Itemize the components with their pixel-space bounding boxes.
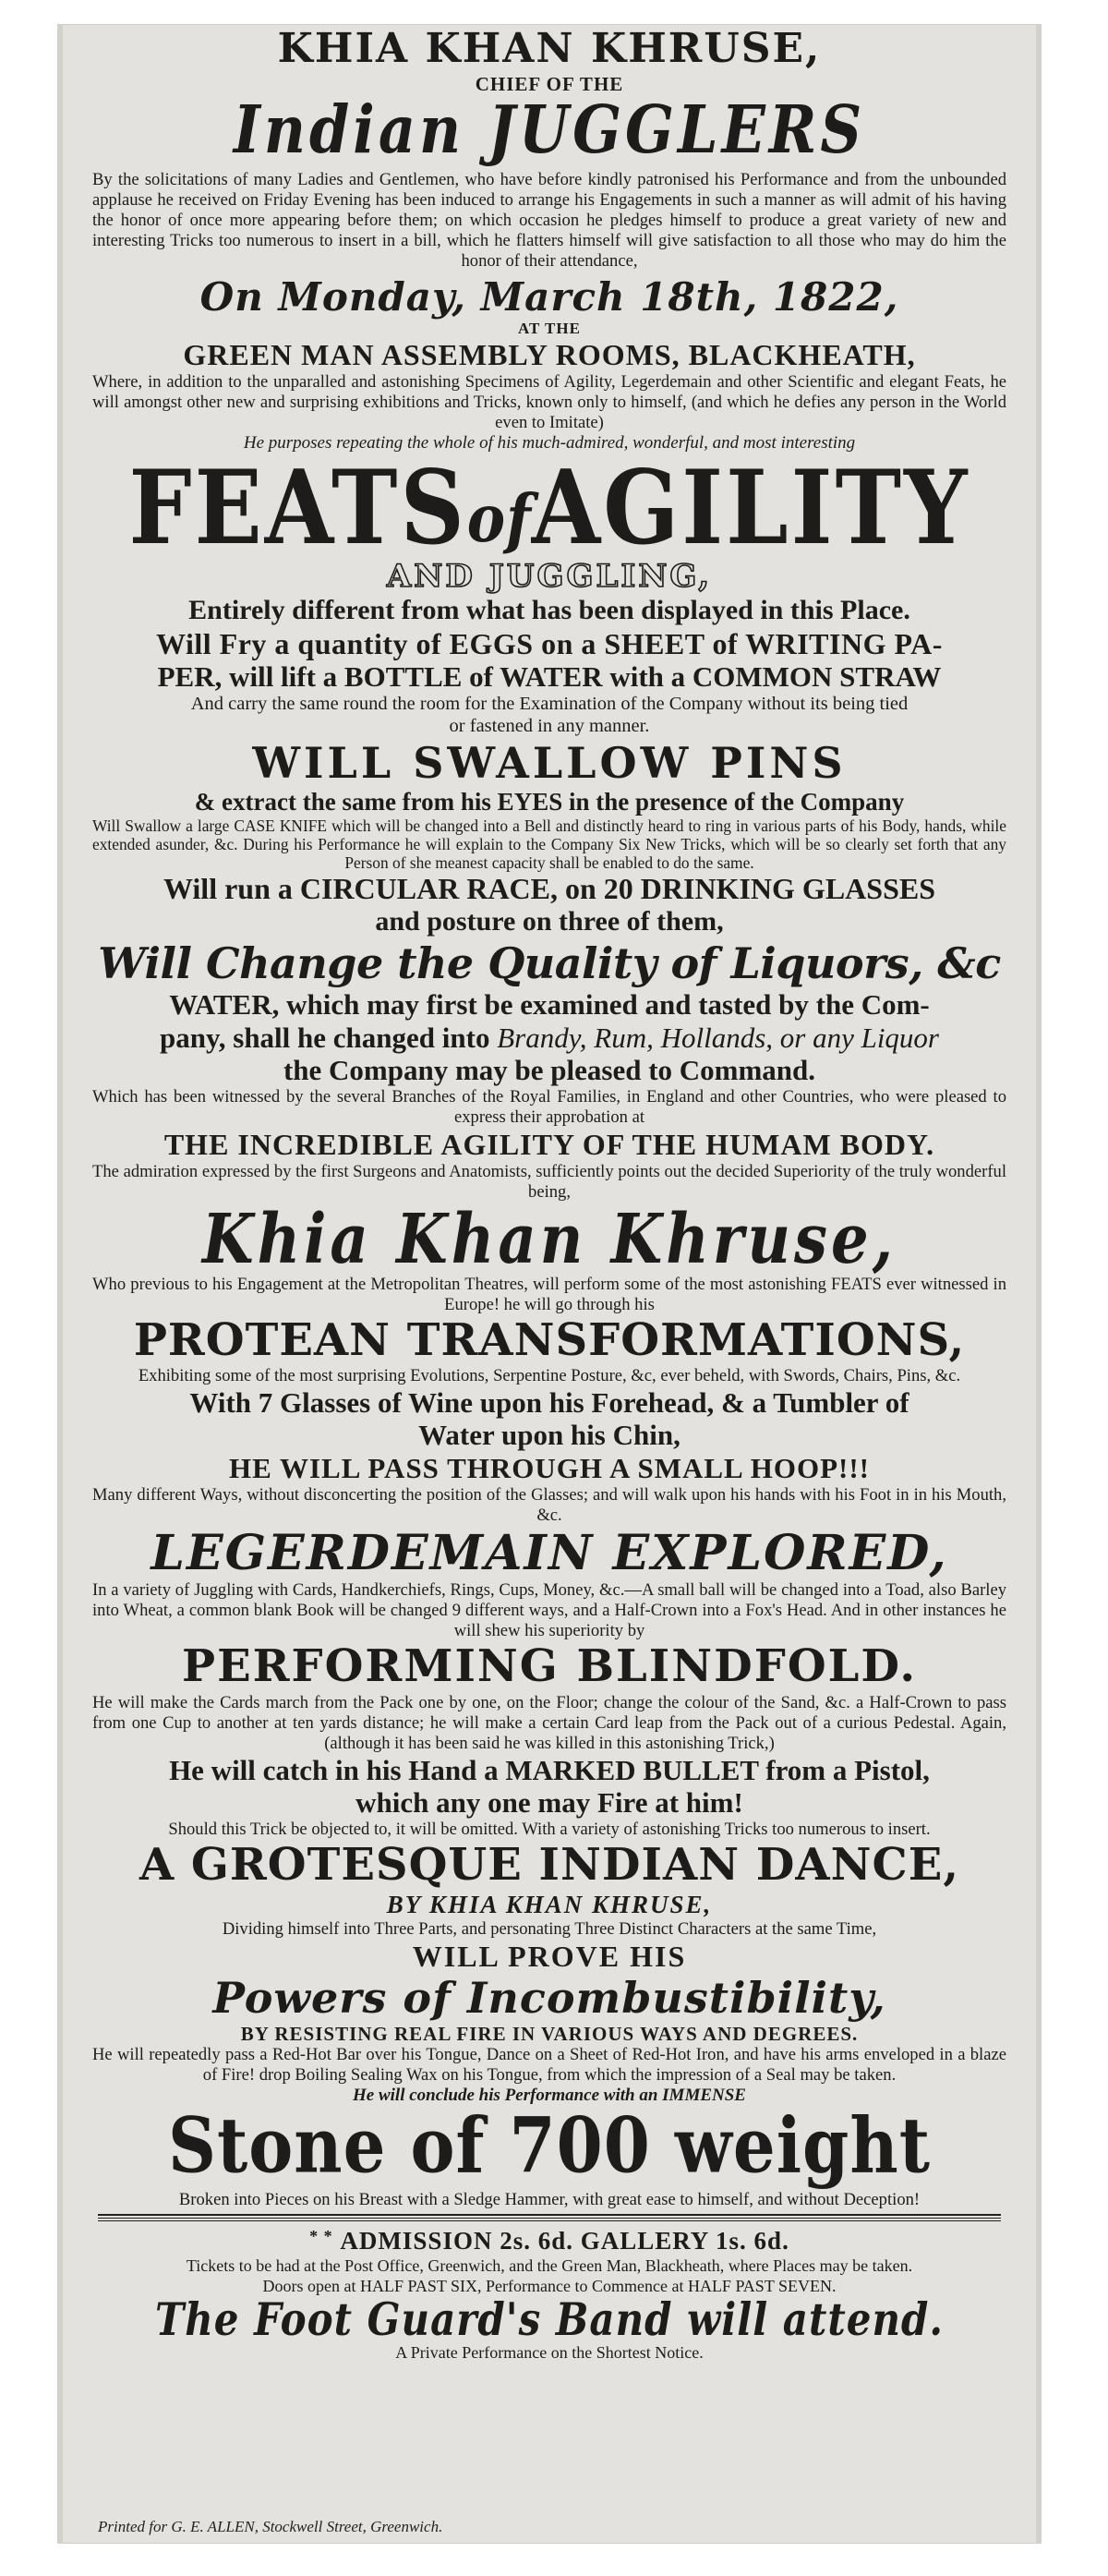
royal-families-paragraph: Which has been witnessed by the several Branches of the Royal Families, in England and other Countries, who were pleased to express their approbation at <box>92 1087 1006 1128</box>
playbill-content <box>57 24 1042 2363</box>
at-the-line: AT THE <box>518 320 581 338</box>
legerdemain-heading: LEGERDEMAIN EXPLORED, <box>151 1525 948 1581</box>
water-line-2 <box>92 1022 1006 1055</box>
carry-line-1: And carry the same round the room for the Examination of the Company without its being tied <box>190 693 909 714</box>
carry-line-2: or fastened in any manner. <box>449 715 650 736</box>
will-prove-line: WILL PROVE HIS <box>412 1940 687 1974</box>
circular-race-line-2: and posture on three of them, <box>375 905 724 937</box>
divider-rule <box>98 2214 1001 2216</box>
eggs-line-2: PER, will lift a BOTTLE of WATER with a COMMON STRAW <box>157 660 942 694</box>
feats-of-agility-heading <box>92 457 1006 559</box>
many-ways-paragraph: Many different Ways, without disconcerting the position of the Glasses; and will walk upon his hands with his Foot in in his Mouth, &c. <box>92 1484 1006 1525</box>
exhibiting-line: Exhibiting some of the most surprising Evolutions, Serpentine Posture, &c, ever beheld, with Swords, Chairs, Pins, &c. <box>138 1365 961 1385</box>
performing-blindfold-heading: PERFORMING BLINDFOLD. <box>181 1641 918 1693</box>
doors-line: Doors open at HALF PAST SIX, Performance to Commence at HALF PAST SEVEN. <box>262 2276 837 2295</box>
grotesque-dance-heading: A GROTESQUE INDIAN DANCE, <box>138 1839 960 1891</box>
water-line-2-start: pany, shall he changed into <box>159 1021 498 1054</box>
red-hot-paragraph: He will repeatedly pass a Red-Hot Bar over his Tongue, Dance on a Sheet of Red-Hot Iron, and have his arms enveloped in a blaze of Fire! drop Boiling Sealing Wax on his Tongue, from which the impression of a Seal may be taken. <box>92 2044 1006 2085</box>
indian-jugglers-title: Indian JUGGLERS <box>233 91 866 168</box>
cards-paragraph: He will make the Cards march from the Pack one by one, on the Floor; change the colour of the Sand, &c. a Half-Crown to pass from one Cup to another at ten yards distance; he will make a certain Card leap from the Pack out of a curious Pedestal. Again, (although it has been said he was killed in this astonishing Trick,) <box>92 1692 1006 1753</box>
water-line-3: the Company may be pleased to Command. <box>283 1054 816 1087</box>
circular-race-line-1: Will run a CIRCULAR RACE, on 20 DRINKING GLASSES <box>163 872 935 905</box>
admiration-paragraph: The admiration expressed by the first Surgeons and Anatomists, sufficiently points out the decided Superiority of the truly wonderful being, <box>92 1161 1006 1202</box>
purposes-line: He purposes repeating the whole of his much-admired, wonderful, and most interesting <box>243 432 856 453</box>
feats-word: FEATS <box>128 456 467 559</box>
wine-line-2: Water upon his Chin, <box>418 1419 680 1452</box>
and-juggling-line: AND JUGGLING, <box>386 558 713 595</box>
stone-weight-heading: Stone of 700 weight <box>167 2101 931 2190</box>
khia-khan-khruse-heading: Khia Khan Khruse, <box>201 1201 897 1280</box>
change-liquors-heading: Will Change the Quality of Liquors, &c <box>98 939 1001 989</box>
wine-line-1: With 7 Glasses of Wine upon his Forehead, & a Tumbler of <box>189 1385 909 1419</box>
chief-of-the-line: CHIEF OF THE <box>475 72 624 95</box>
resisting-fire-line: BY RESISTING REAL FIRE IN VARIOUS WAYS AND DEGREES. <box>240 2022 859 2045</box>
entirely-different-line: Entirely different from what has been displayed in this Place. <box>188 595 910 625</box>
divider-double-rule <box>98 2218 1001 2221</box>
liquor-names: Brandy, Rum, Hollands, or any Liquor <box>497 1021 939 1054</box>
by-performer-line: BY KHIA KHAN KHRUSE, <box>386 1891 713 1919</box>
incombustibility-heading: Powers of Incombustibility, <box>212 1973 886 2023</box>
tickets-line: Tickets to be had at the Post Office, Greenwich, and the Green Man, Blackheath, where Places may be taken. <box>186 2256 913 2275</box>
performer-name-heading: KHIA KHAN KHRUSE, <box>277 26 822 72</box>
admission-prices: ADMISSION 2s. 6d. GALLERY 1s. 6d. <box>340 2226 789 2255</box>
extract-line: & extract the same from his EYES in the presence of the Company <box>194 787 905 816</box>
venue-note: Where, in addition to the unparalled and astonishing Specimens of Agility, Legerdemain and other Scientific and elegant Feats, he will amongst other new and surprising exhibitions and Tricks, known only to himself, (and which he defies any person in the World even to Imitate) <box>92 371 1006 432</box>
protean-transformations-heading: PROTEAN TRANSFORMATIONS, <box>133 1314 966 1366</box>
bullet-line-2: which any one may Fire at him! <box>355 1786 743 1820</box>
eggs-line-1: Will Fry a quantity of EGGS on a SHEET of WRITING PA- <box>156 626 943 660</box>
performance-date: On Monday, March 18th, 1822, <box>199 275 899 320</box>
printer-imprint: Printed for G. E. ALLEN, Stockwell Street, Greenwich. <box>98 2518 443 2535</box>
asterism-mark: * * <box>309 2226 333 2245</box>
case-knife-paragraph: Will Swallow a large CASE KNIFE which will be changed into a Bell and distinctly heard to ring in various parts of his Body, hands, while extended asunder, &c. During his Performance he will explain to the Company Six New Tricks, which will be so clearly set forth that any Person of she meanest capacity shall be enabled to do the same. <box>92 816 1006 872</box>
bullet-line-1: He will catch in his Hand a MARKED BULLET from a Pistol, <box>169 1753 930 1786</box>
dividing-line: Dividing himself into Three Parts, and personating Three Distinct Characters at the same Time, <box>222 1919 877 1940</box>
intro-paragraph: By the solicitations of many Ladies and Gentlemen, who have before kindly patronised his Performance and from the unbounded applause he received on Friday Evening has been induced to arrange his Engagements in such a manner as will admit of his having the honor of once more appearing before them; on which occasion he pledges himself to produce a great variety of new and interesting Tricks too numerous to insert in a bill, which he flatters himself will give satisfaction to all those who may do him the honor of their attendance, <box>92 170 1006 272</box>
playbill-sheet <box>57 24 1042 2544</box>
swallow-pins-heading: WILL SWALLOW PINS <box>252 739 847 788</box>
small-hoop-line: HE WILL PASS THROUGH A SMALL HOOP!!! <box>228 1451 871 1484</box>
private-performance-line: A Private Performance on the Shortest Notice. <box>395 2342 704 2362</box>
agility-word: AGILITY <box>531 456 970 559</box>
of-word: of <box>466 479 532 557</box>
foot-guards-band-heading: The Foot Guard's Band will attend. <box>154 2294 945 2346</box>
sledge-hammer-line: Broken into Pieces on his Breast with a Sledge Hammer, with great ease to himself, and without Deception! <box>178 2189 921 2209</box>
objected-line: Should this Trick be objected to, it will be omitted. With a variety of astonishing Tricks too numerous to insert. <box>168 1819 931 1839</box>
juggling-variety-paragraph: In a variety of Juggling with Cards, Handkerchiefs, Rings, Cups, Money, &c.—A small ball will be changed into a Toad, also Barley into Wheat, a common blank Book will be changed 9 different ways, and a Half-Crown into a Fox's Head. And in other instances he will shew his superiority by <box>92 1580 1006 1641</box>
venue-name: GREEN MAN ASSEMBLY ROOMS, BLACKHEATH, <box>183 337 916 371</box>
conclude-line: He will conclude his Performance with an IMMENSE <box>353 2085 746 2105</box>
water-line-1: WATER, which may first be examined and tasted by the Com- <box>169 988 930 1022</box>
admission-line <box>92 2227 1006 2256</box>
metropolitan-paragraph: Who previous to his Engagement at the Metropolitan Theatres, will perform some of the most astonishing FEATS ever witnessed in Europe! he will go through his <box>92 1274 1006 1314</box>
incredible-agility-line: THE INCREDIBLE AGILITY OF THE HUMAM BODY. <box>163 1128 935 1162</box>
